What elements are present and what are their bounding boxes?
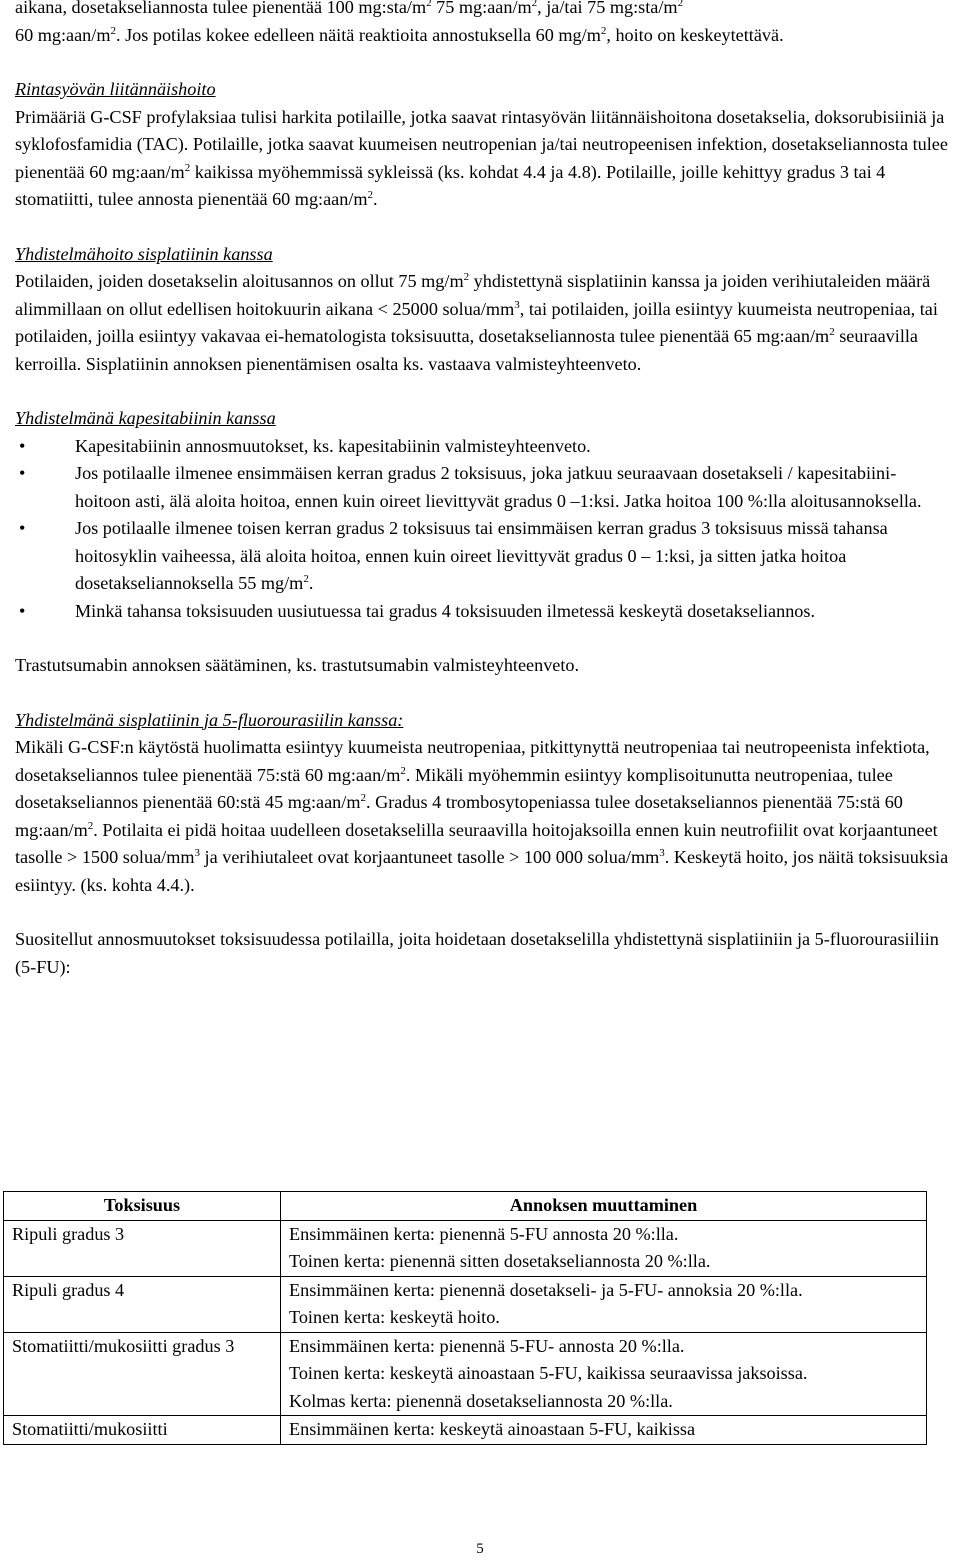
bullet-icon: •: [19, 518, 26, 538]
table-row: [4, 1332, 927, 1416]
list-item: • Jos potilaalle ilmenee ensimmäisen kerran gradus 2 toksisuus, joka jatkuu seuraavaan dosetakseli / kapesitabiini- hoitoon asti, älä aloita hoitoa, ennen kuin oireet lievittyvät gradus 0 –1:ksi. Jatka hoitoa 100 %:lla aloitusannoksella.: [15, 460, 955, 515]
dose-change-cell: Ensimmäinen kerta: pienennä 5-FU- annosta 20 %:lla. Toinen kerta: keskeytä ainoastaan 5-FU, kaikissa seuraavissa jaksoissa. Kolmas kerta: pienennä dosetakseliannosta 20 %:lla.: [281, 1332, 927, 1416]
capecitabine-list: [15, 433, 955, 626]
dose-change-cell: Ensimmäinen kerta: pienennä 5-FU annosta 20 %:lla. Toinen kerta: pienennä sitten dosetakseliannosta 20 %:lla.: [281, 1220, 927, 1276]
dose-change-cell: Ensimmäinen kerta: keskeytä ainoastaan 5-FU, kaikissa: [281, 1416, 927, 1445]
table-header-row: [4, 1192, 927, 1221]
cisplatin-5fu-paragraph: Mikäli G-CSF:n käytöstä huolimatta esiintyy kuumeista neutropeniaa, pitkittynyttä neutropeniaa tai neutropeenista infektiota, dosetakseliannos tulee pienentää 75:stä 60 $mg:aan/m^2$. Mikäli myöhemmin esiintyy komplisoitunutta neutropeniaa, tulee dosetakseliannos pienentää 60:stä 45 $mg:aan/m^2$. Gradus 4 trombosytopeniassa tulee dosetakseliannos pienentää 75:stä 60 $mg:aan/m^2$. Potilaita ei pidä hoitaa uudelleen dosetakselilla seuraavilla hoitojaksoilla ennen kuin neutrofiilit ovat korjaantuneet tasolle > 1500 solua/$mm^3$ ja verihiutaleet ovat korjaantuneet tasolle > 100 000 solua/$mm^3$. Keskeytä hoito, jos näitä toksisuuksia esiintyy. (ks. kohta 4.4.).: [15, 737, 949, 895]
list-item: • Jos potilaalle ilmenee toisen kerran gradus 2 toksisuus tai ensimmäisen kerran gradus 3 toksisuus missä tahansa hoitosyklin vaiheessa, älä aloita hoitoa, ennen kuin oireet lievittyvät gradus 0 – 1:ksi, ja sitten jatka hoitoa dosetakseliannoksella 55 $mg/m^2$.: [15, 515, 955, 598]
breast-cancer-paragraph: Primääriä G-CSF profylaksiaa tulisi harkita potilaille, jotka saavat rintasyövän liitännäishoitona dosetakselia, doksorubisiiniä ja syklofosfamidia (TAC). Potilaille, jotka saavat kuumeisen neutropenian ja/tai neutropeenisen infektion, dosetakseliannosta tulee pienentää 60 $mg:aan/m^2$ kaikissa myöhemmissä sykleissä (ks. kohdat 4.4 ja 4.8). Potilaille, joille kehittyy gradus 3 tai 4 stomatiitti, tulee annosta pienentää 60 $mg:aan/m^2$.: [15, 106, 948, 209]
cisplatin-heading: Yhdistelmähoito sisplatiinin kanssa: [15, 243, 273, 264]
list-item: • Kapesitabiinin annosmuutokset, ks. kapesitabiinin valmisteyhteenveto.: [15, 433, 955, 461]
trastuzumab-paragraph: Trastutsumabin annoksen säätäminen, ks. trastutsumabin valmisteyhteenveto.: [15, 655, 580, 675]
toxicity-cell: Stomatiitti/mukosiitti: [4, 1416, 281, 1445]
table-row: [4, 1220, 927, 1276]
toxicity-cell: Ripuli gradus 4: [4, 1276, 281, 1332]
cisplatin-paragraph: Potilaiden, joiden dosetakselin aloitusannos on ollut 75 $mg/m^2$ yhdistettynä sisplatiinin kanssa ja joiden verihiutaleiden määrä alimmillaan on ollut edellisen hoitokuurin aikana < 25000 solua/$mm^3$, tai potilaiden, joilla esiintyy kuumeista neutropeniaa, tai potilaiden, joilla esiintyy vakavaa ei-hematologista toksisuutta, dosetakseliannosta tulee pienentää 65 $mg:aan/m^2$ seuraavilla kerroilla. Sisplatiinin annoksen pienentämisen osalta ks. vastaava valmisteyhteenveto.: [15, 271, 938, 374]
capecitabine-heading: Yhdistelmänä kapesitabiinin kanssa: [15, 408, 276, 428]
toxicity-table: [3, 1191, 927, 1445]
toxicity-cell: Stomatiitti/mukosiitti gradus 3: [4, 1332, 281, 1416]
column-header-toxicity: Toksisuus: [4, 1192, 281, 1221]
cisplatin-5fu-heading: Yhdistelmänä sisplatiinin ja 5-fluorourasiilin kanssa:: [15, 709, 404, 730]
document-page: [15, 0, 955, 981]
dose-change-cell: Ensimmäinen kerta: pienennä dosetakseli- ja 5-FU- annoksia 20 %:lla. Toinen kerta: keskeytä hoito.: [281, 1276, 927, 1332]
bullet-icon: •: [19, 600, 26, 621]
table-row: [4, 1416, 927, 1445]
recommendation-paragraph: Suositellut annosmuutokset toksisuudessa potilailla, joita hoidetaan dosetakselilla yhdistettynä sisplatiiniin ja 5-fluorourasiiliin (5-FU):: [15, 929, 939, 977]
list-item: • Minkä tahansa toksisuuden uusiutuessa tai gradus 4 toksisuuden ilmetessä keskeytä dosetakseliannos.: [15, 598, 955, 626]
intro-paragraph: aikana, dosetakseliannosta tulee pienentää 100 $mg:sta/m^2$ 75 $mg:aan/m^2$, ja/tai 75 $mg:sta/m^2$ 60 $mg:aan/m^2$. Jos potilas kokee edelleen näitä reaktioita annostuksella 60 $mg/m^2$, hoito on keskeytettävä.: [15, 0, 784, 45]
column-header-dose-change: Annoksen muuttaminen: [281, 1192, 927, 1221]
page-number: 5: [476, 1541, 484, 1557]
bullet-icon: •: [19, 463, 26, 483]
bullet-icon: •: [19, 435, 26, 456]
toxicity-cell: Ripuli gradus 3: [4, 1220, 281, 1276]
table-row: [4, 1276, 927, 1332]
breast-cancer-heading: Rintasyövän liitännäishoito: [15, 79, 216, 99]
